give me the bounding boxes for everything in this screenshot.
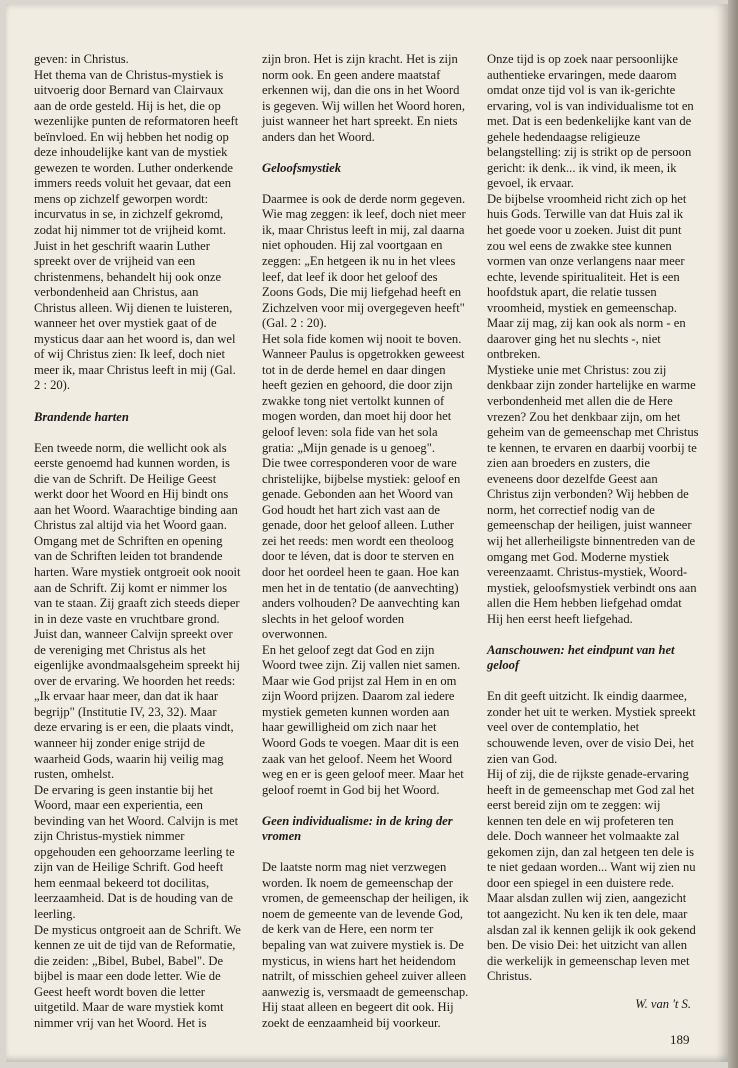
spacer xyxy=(262,176,470,192)
paragraph: De bijbelse vroomheid richt zich op het huis Gods. Terwille van dat Huis zal ik het goede voor u zoeken. Juist dit punt zou wel eens de zwakke stee kunnen vormen van onze verlangens naar meer echte, levende spiritualiteit. Het is een hoofdstuk apart, die relatie tussen vroomheid, mystiek en gemeenschap. Maar zij mag, zij kan ook als norm - en daarover ging het nu slechts -, niet ontbreken. xyxy=(487,191,687,362)
column-3 xyxy=(487,52,699,1012)
author-signature: W. van 't S. xyxy=(635,996,691,1011)
paragraph: Daarmee is ook de derde norm gegeven. Wie mag zeggen: ik leef, doch niet meer ik, maar Christus leeft in mij, zal daarna niet ophouden. Hij zal voortgaan en zeggen: „En hetgeen ik nu in het vlees leef, dat leef ik door het geloof des Zoons Gods, Die mij liefgehad heeft en Zichzelven voor mij overgegeven heeft" (Gal. 2 : 20). xyxy=(262,191,466,331)
spacer xyxy=(487,627,699,643)
spacer xyxy=(487,674,699,690)
paragraph: Juist dan, wanneer Calvijn spreekt over de vereniging met Christus als het eigenlijke avondmaalsgeheim spreekt hij over de ervaring. We hoorden het reeds: „Ik ervaar haar meer, dan dat ik haar begrijp" (Institutie IV, 23, 32). Maar deze ervaring is er een, die plaats vindt, wanneer hij zonder enige strijd de waarheid Gods, waarin hij veilig mag rusten, omhelst. xyxy=(34,627,240,782)
spacer xyxy=(262,145,470,161)
paragraph: Hij of zij, die de rijkste genade-ervaring heeft in de gemeenschap met God zal het eerst bereid zijn om te zeggen: wij kennen ten dele en wij profeteren ten dele. Doch wanneer het volmaakte zal gekomen zijn, dan zal hetgeen ten dele is te niet gedaan worden... Want wij zien nu door een spiegel in een duistere rede. Maar alsdan zullen wij zien, aangezicht tot aangezicht. Nu ken ik ten dele, maar alsdan zal ik kennen gelijk ik ook gekend ben. De visio Dei: het uitzicht van allen die werkelijk in gemeenschap leven met Christus. xyxy=(487,767,696,984)
section-heading: Brandende harten xyxy=(34,409,129,424)
paragraph: En het geloof zegt dat God en zijn Woord twee zijn. Zij vallen niet samen. Maar wie God prijst zal Hem in en om zijn Woord prijzen. Daarom zal iedere mystiek gemeten kunnen worden aan haar gewilligheid om zich naar het Woord Gods te voegen. Maar dit is een zaak van het geloof. Neem het Woord weg en er is geen geloof meer. Maar het geloof roemt in God bij het Woord. xyxy=(262,642,464,797)
paragraph: De ervaring is geen instantie bij het Woord, maar een experientia, een bevinding van het Woord. Calvijn is met zijn Christus-mystiek nimmer opgehouden een gehoorzame leerling te zijn van de Heilige Schrift. God heeft hem eenmaal bekeerd tot docilitas, leerzaamheid. Dat is de houding van de leerling. xyxy=(34,782,239,921)
spacer xyxy=(34,394,242,410)
column-2 xyxy=(262,52,470,1031)
section-heading: Geen individualisme: in de kring der vromen xyxy=(262,813,453,844)
paragraph: Het thema van de Christus-mystiek is uitvoerig door Bernard van Clairvaux aan de orde gesteld. Hij is het, die op wezenlijke punten de reformatoren heeft beïnvloed. En wij hebben het nodig op deze inhoudelijke kant van de mystiek gewezen te worden. Luther onderkende immers reeds voluit het gevaar, dat een mens op zichzelf geworpen wordt: incurvatus in se, in zichzelf gekromd, zodat hij nimmer tot de vrijheid komt. Juist in het geschrift waarin Luther spreekt over de vrijheid van een christenmens, behandelt hij ook onze verbondenheid aan Christus, aan Christus alleen. Wij dienen te luisteren, wanneer het over mystiek gaat of de mysticus daar aan het woord is, dan wel of wij Christus zien: Ik leef, doch niet meer ik, maar Christus leeft in mij (Gal. 2 : 20). xyxy=(34,67,239,393)
paragraph: De mysticus ontgroeit aan de Schrift. We kennen ze uit de tijd van de Reformatie, die zeiden: „Bibel, Bubel, Babel". De bijbel is maar een dode letter. Wie de Geest heeft wordt boven die letter uitgetild. Maar de ware mystiek komt nimmer vrij van het Woord. Het is xyxy=(34,922,241,1030)
paragraph: En dit geeft uitzicht. Ik eindig daarmee, zonder het uit te werken. Mystiek spreekt veel over de contemplatio, het schouwende leven, over de visio Dei, het zien van God. xyxy=(487,689,696,766)
paragraph: Die twee corresponderen voor de ware christelijke, bijbelse mystiek: geloof en genade. Gebonden aan het Woord van God houdt het hart zich vast aan de genade, door het geloof alleen. Luther zei het reeds: men wordt een theoloog door te léven, dat is door te sterven en door het oordeel heen te gaan. Hoe kan men het in de tentatio (de aanvechting) anders volhouden? De aanvechting kan slechts in het geloof worden overwonnen. xyxy=(262,456,461,642)
section-heading: Geloofsmystiek xyxy=(262,160,342,175)
page-edge-shadow xyxy=(728,0,738,1068)
paragraph: De laatste norm mag niet verzwegen worden. Ik noem de gemeenschap der vromen, de gemeenschap der heiligen, ik noem de gemeente van de levende God, de kerk van de Here, een norm ter bepaling van wat zuivere mystiek is. De mysticus, in wiens hart het heidendom natrilt, of misschien geheel zuiver alleen aanwezig is, versmaadt de gemeenschap. Hij staat alleen en begeert dit ook. Hij zoekt de eenzaamheid bij voorkeur. xyxy=(262,860,469,1030)
paragraph: Het sola fide komen wij nooit te boven. Wanneer Paulus is opgetrokken geweest tot in de derde hemel en daar dingen heeft gezien en gehoord, die door zijn zwakke tong niet vertolkt kunnen of mogen worden, dan moet hij door het geloof leven: sola fide van het sola gratia: „Mijn genade is u genoeg". xyxy=(262,331,465,455)
column-1 xyxy=(34,52,242,1031)
spacer xyxy=(34,425,242,441)
paragraph: Mystieke unie met Christus: zou zij denkbaar zijn zonder hartelijke en warme verbondenheid met allen die de Here vrezen? Zou het denkbaar zijn, om het geheim van de gemeenschap met Christus te kennen, te ervaren en daarbij voorbij te zien aan broeders en zusters, die eveneens door dezelfde Geest aan Christus zijn verbonden? Wij hebben de norm, het correctief nodig van de gemeenschap der heiligen, juist wanneer wij het allerheiligste binnentreden van de omgang met God. Moderne mystiek vereenzaamt. Christus-mystiek, Woord-mystiek, geloofsmystiek verbindt ons aan allen die Hem hebben liefgehad omdat Hij hen eerst heeft liefgehad. xyxy=(487,362,699,626)
paragraph: Onze tijd is op zoek naar persoonlijke authentieke ervaringen, mede daarom omdat onze tijd vol is van ik-gerichte ervaring, vol is van individualisme tot en met. Dat is een bedenkelijke kant van de gehele hedendaagse religieuze belangstelling: zij is strikt op de persoon gericht: ik denk... ik vind, ik meen, ik gevoel, ik ervaar. xyxy=(487,52,694,191)
spacer xyxy=(262,845,470,861)
paragraph: geven: in Christus. xyxy=(34,52,129,66)
spacer xyxy=(262,798,470,814)
page xyxy=(6,4,728,1062)
paragraph: Een tweede norm, die wellicht ook als eerste genoemd had kunnen worden, is die van de Schrift. De Heilige Geest werkt door het Woord en Hij bindt ons aan het Woord. Waarachtige binding aan Christus zal altijd via het Woord gaan. Omgang met de Schriften en opening van de Schriften leiden tot brandende harten. Ware mystiek ontgroeit ook nooit aan de Schrift. Zij komt er nimmer los van te staan. Zij graaft zich steeds dieper in in deze vaste en vruchtbare grond. xyxy=(34,440,241,626)
section-heading: Aanschouwen: het eindpunt van het geloof xyxy=(487,642,675,673)
page-number: 189 xyxy=(670,1032,690,1047)
paragraph: zijn bron. Het is zijn kracht. Het is zijn norm ook. En geen andere maatstaf erkennen wij, dan die ons in het Woord is gegeven. Wij willen het Woord horen, juist wanneer het hart spreekt. En niets anders dan het Woord. xyxy=(262,52,465,144)
